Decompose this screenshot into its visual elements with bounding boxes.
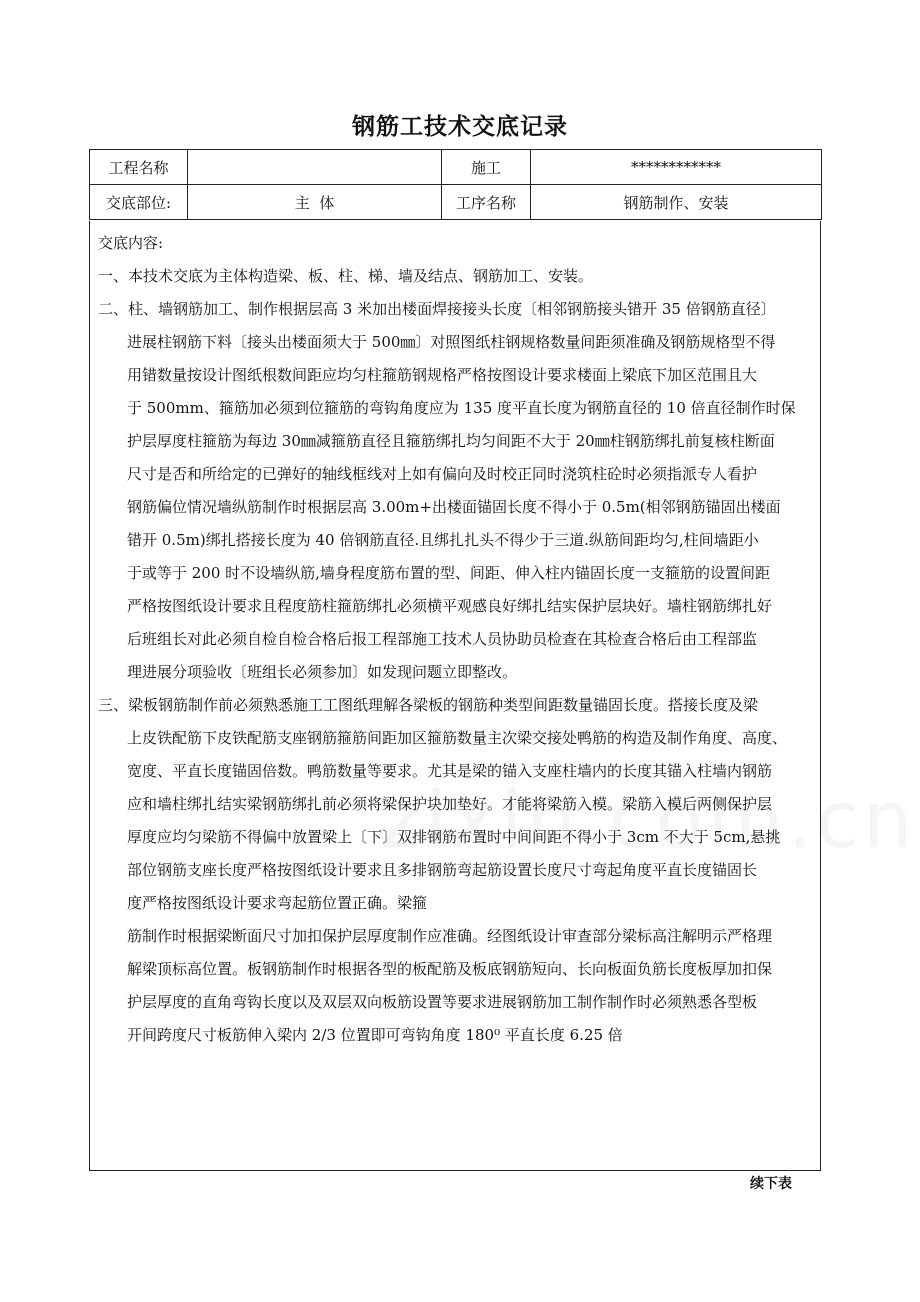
location-label: 交底部位:	[90, 185, 188, 220]
project-name-label: 工程名称	[90, 150, 188, 185]
content-line: 理进展分项验收〔班组长必须参加〕如发现问题立即整改。	[127, 663, 518, 681]
header-row-project	[90, 150, 822, 185]
location-value: 主 体	[188, 185, 442, 220]
content-line: 应和墙柱绑扎结实梁钢筋绑扎前必须将梁保护块加垫好。才能将梁筋入模。梁筋入模后两侧保护层	[127, 795, 773, 813]
header-table	[89, 149, 822, 220]
construction-label: 施工	[442, 150, 531, 185]
content-line: 用错数量按设计图纸根数间距应均匀柱箍筋钢规格严格按图设计要求楼面上梁底下加区范围且大	[127, 366, 758, 384]
content-line: 错开 0.5m)绑扎搭接长度为 40 倍钢筋直径.且绑扎扎头不得少于三道.纵筋间距均匀,柱间墙距小	[127, 531, 759, 549]
content-line: 进展柱钢筋下料〔接头出楼面须大于 500㎜〕对照图纸柱钢规格数量间距须准确及钢筋规格型不得	[127, 333, 776, 351]
content-line: 筋制作时根据梁断面尺寸加扣保护层厚度制作应准确。经图纸设计审查部分梁标高注解明示严格理	[127, 927, 773, 945]
content-line: 开间跨度尺寸板筋伸入梁内 2/3 位置即可弯钩角度 180⁰ 平直长度 6.25 倍	[127, 1026, 623, 1044]
content-line: 二、柱、墙钢筋加工、制作根据层高 3 米加出楼面焊接接头长度〔相邻钢筋接头错开 35 倍钢筋直径〕	[98, 300, 776, 318]
content-line: 解梁顶标高位置。板钢筋制作时根据各型的板配筋及板底钢筋短向、长向板面负筋长度板厚加扣保	[127, 960, 773, 978]
content-line: 厚度应均匀梁筋不得偏中放置梁上〔下〕双排钢筋布置时中间间距不得小于 3cm 不大于 5cm,悬挑	[127, 828, 781, 846]
construction-value: ************	[531, 150, 822, 185]
content-line: 三、梁板钢筋制作前必须熟悉施工工图纸理解各梁板的钢筋种类型间距数量锚固长度。搭接长度及梁	[98, 696, 759, 714]
page-title: 钢筋工技术交底记录	[352, 114, 568, 140]
content-body	[98, 227, 818, 1052]
content-line: 于 500mm、箍筋加必须到位箍筋的弯钩角度应为 135 度平直长度为钢筋直径的 10 倍直径制作时保	[127, 399, 796, 417]
continue-label: 续下表	[750, 1176, 792, 1192]
content-line: 于或等于 200 时不设墙纵筋,墙身程度筋布置的型、间距、伸入柱内锚固长度一支箍筋的设置间距	[127, 564, 770, 582]
content-line: 护层厚度的直角弯钩长度以及双层双向板筋设置等要求进展钢筋加工制作制作时必须熟悉各型板	[127, 993, 758, 1011]
content-box	[89, 221, 821, 1171]
process-label: 工序名称	[442, 185, 531, 220]
project-name-value	[188, 150, 442, 185]
content-line: 严格按图纸设计要求且程度筋柱箍筋绑扎必须横平观感良好绑扎结实保护层块好。墙柱钢筋绑扎好	[127, 597, 773, 615]
content-line: 护层厚度柱箍筋为每边 30㎜减箍筋直径且箍筋绑扎均匀间距不大于 20㎜柱钢筋绑扎前复核柱断面	[127, 432, 775, 450]
content-label: 交底内容:	[98, 234, 164, 252]
content-line: 宽度、平直长度锚固倍数。鸭筋数量等要求。尤其是梁的锚入支座柱墙内的长度其锚入柱墙内钢筋	[127, 762, 773, 780]
content-line: 部位钢筋支座长度严格按图纸设计要求且多排钢筋弯起筋设置长度尺寸弯起角度平直长度锚固长	[127, 861, 758, 879]
header-row-location	[90, 185, 822, 220]
content-line: 后班组长对此必须自检自检合格后报工程部施工技术人员协助员检查在其检查合格后由工程部监	[127, 630, 758, 648]
content-line: 尺寸是否和所给定的已弹好的轴线框线对上如有偏向及时校正同时浇筑柱砼时必须指派专人看护	[127, 465, 758, 483]
content-line: 钢筋偏位情况墙纵筋制作时根据层高 3.00m+出楼面锚固长度不得小于 0.5m(相邻钢筋锚固出楼面	[127, 498, 781, 516]
content-line: 一、本技术交底为主体构造梁、板、柱、梯、墙及结点、钢筋加工、安装。	[98, 267, 594, 285]
content-line: 上皮铁配筋下皮铁配筋支座钢筋箍筋间距加区箍筋数量主次梁交接处鸭筋的构造及制作角度、高度、	[127, 729, 788, 747]
process-value: 钢筋制作、安装	[531, 185, 822, 220]
content-line: 度严格按图纸设计要求弯起筋位置正确。梁箍	[127, 894, 428, 912]
